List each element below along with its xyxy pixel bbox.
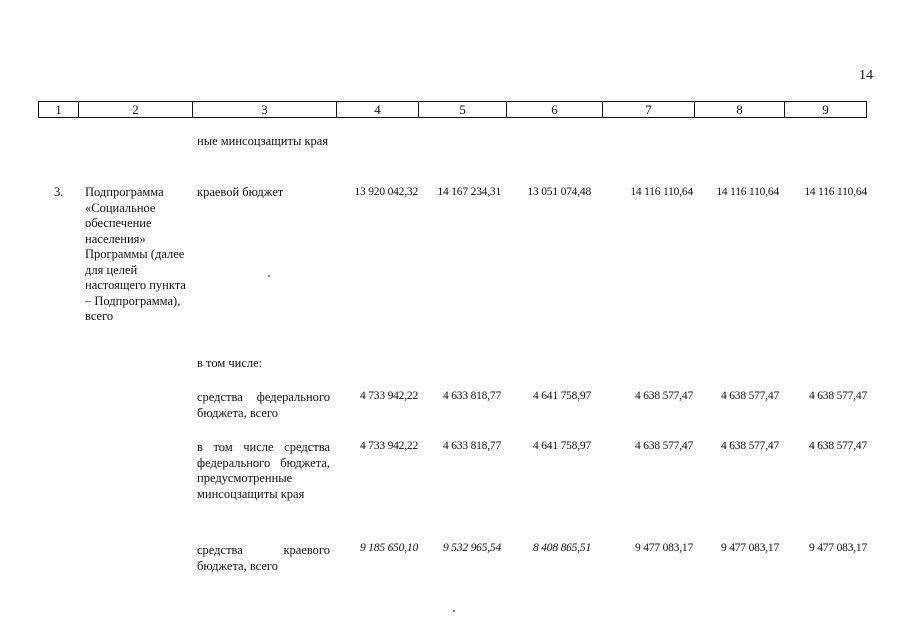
value-cell: 4 733 942,22 <box>360 440 418 452</box>
value-cell: 4 638 577,47 <box>635 440 693 452</box>
value-cell: 9 477 083,17 <box>635 542 693 554</box>
value-cell: 4 633 818,77 <box>443 390 501 402</box>
line-label-federal-ministry: в том числе средства федерального бюджета, предусмотренные минсоцзащиты края <box>197 440 330 501</box>
line-label-regional-budget: краевой бюджет <box>197 185 284 199</box>
header-col-2: 2 <box>79 102 193 117</box>
subprogram-name: Подпрограмма «Социальное обеспечение населения» Программы (далее для целей настоящего пункта – Подпрограмма), всего <box>85 185 186 323</box>
value-cell: 4 638 577,47 <box>809 440 867 452</box>
header-col-6: 6 <box>507 102 603 117</box>
header-col-7: 7 <box>603 102 695 117</box>
page-number: 14 <box>859 68 873 83</box>
value-cell: 9 532 965,54 <box>443 542 501 554</box>
header-col-9: 9 <box>822 102 829 117</box>
header-col-1: 1 <box>39 102 79 117</box>
value-cell: 14 116 110,64 <box>804 186 867 198</box>
scan-speck <box>453 610 455 612</box>
value-cell: 4 638 577,47 <box>721 440 779 452</box>
line-label-federal-total: средства федерального бюджета, всего <box>197 390 330 420</box>
value-cell: 4 641 758,97 <box>533 390 591 402</box>
header-col-3: 3 <box>193 102 337 117</box>
value-cell: 13 051 074,48 <box>527 186 591 198</box>
line-label-including: в том числе: <box>197 356 263 370</box>
value-cell: 4 633 818,77 <box>443 440 501 452</box>
value-cell: 9 185 650,10 <box>360 542 418 554</box>
value-cell: 9 477 083,17 <box>809 542 867 554</box>
header-col-8: 8 <box>695 102 785 117</box>
value-cell: 14 116 110,64 <box>716 186 779 198</box>
value-cell: 4 733 942,22 <box>360 390 418 402</box>
value-cell: 8 408 865,51 <box>533 542 591 554</box>
header-col-4: 4 <box>337 102 419 117</box>
table-header-row <box>38 101 867 118</box>
value-cell: 9 477 083,17 <box>721 542 779 554</box>
continuation-text: ные минсоцзащиты края <box>197 134 329 148</box>
value-cell: 14 116 110,64 <box>630 186 693 198</box>
value-cell: 4 638 577,47 <box>635 390 693 402</box>
value-cell: 14 167 234,31 <box>437 186 501 198</box>
scan-speck <box>268 275 270 277</box>
value-cell: 4 638 577,47 <box>721 390 779 402</box>
row-number: 3. <box>54 185 64 199</box>
value-cell: 13 920 042,32 <box>354 186 418 198</box>
header-col-5: 5 <box>419 102 507 117</box>
line-label-regional-funds-total: средства краевого бюджета, всего <box>197 543 330 573</box>
value-cell: 4 638 577,47 <box>809 390 867 402</box>
value-cell: 4 641 758,97 <box>533 440 591 452</box>
